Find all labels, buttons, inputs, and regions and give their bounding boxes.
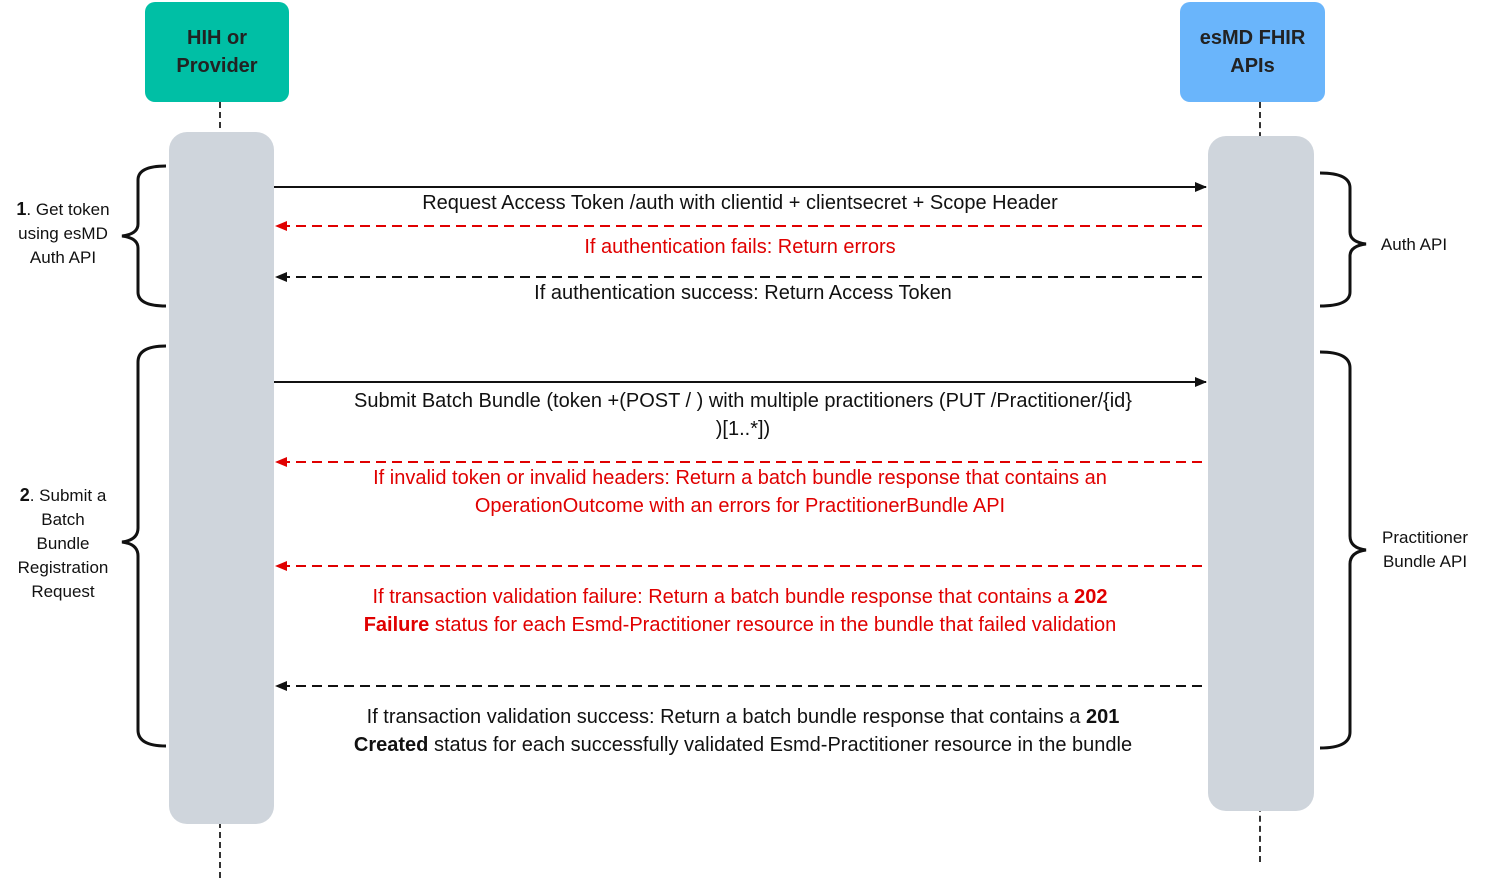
practitioner-api-line1: Practitioner (1382, 528, 1468, 547)
message-auth-fails: If authentication fails: Return errors (584, 236, 896, 258)
group-step1-label (2, 197, 124, 270)
step2-line3: Bundle (36, 534, 90, 553)
message-submit-bundle-line1: Submit Batch Bundle (token +(POST / ) with multiple practitioners (PUT /Practitioner/{id} (354, 390, 1132, 412)
brace-practitioner-api (1320, 352, 1366, 748)
step1-line3: Auth API (29, 248, 97, 267)
step2-line2: Batch (41, 510, 85, 529)
step1-line2: using esMD (18, 224, 108, 243)
step2-line1 (2, 483, 124, 508)
step1-number: 1 (16, 199, 27, 219)
message-validation-success-line2 (274, 731, 1212, 759)
message-validation-failure-line2 (274, 611, 1206, 639)
failure-line1-text: If transaction validation failure: Return a batch bundle response that contains a (372, 586, 1075, 608)
step2-number: 2 (19, 485, 30, 505)
step2-line1-text: . Submit a (29, 486, 107, 505)
success-line2-text: status for each successfully validated Esmd-Practitioner resource in the bundle (428, 734, 1133, 756)
message-validation-success (274, 703, 1212, 759)
message-request-token: Request Access Token /auth with clientid + clientsecret + Scope Header (422, 192, 1058, 214)
success-line1-text: If transaction validation success: Return a batch bundle response that contains a (366, 706, 1086, 728)
message-invalid-token-line1: If invalid token or invalid headers: Return a batch bundle response that contains an (373, 467, 1107, 489)
step1-line1-text: . Get token (26, 200, 110, 219)
practitioner-api-line2: Bundle API (1382, 552, 1468, 571)
message-validation-success-line1 (274, 703, 1212, 731)
failure-line2-text: status for each Esmd-Practitioner resource in the bundle that failed validation (429, 614, 1117, 636)
message-validation-failure-line1 (274, 583, 1206, 611)
failure-status: Failure (363, 614, 430, 636)
brace-step2 (122, 346, 166, 746)
success-status: Created (353, 734, 429, 756)
success-code: 201 (1085, 706, 1120, 728)
brace-step1 (122, 166, 166, 306)
message-submit-bundle-line2: )[1..*]) (715, 418, 771, 440)
participant-esmd-line2: APIs (1230, 55, 1275, 77)
message-validation-failure (274, 583, 1206, 639)
message-invalid-token-line2: OperationOutcome with an errors for PractitionerBundle API (474, 495, 1006, 517)
group-auth-api-label: Auth API (1380, 235, 1448, 254)
step1-line1 (2, 197, 124, 222)
group-practitioner-api-label (1362, 526, 1488, 574)
step2-line4: Registration (17, 558, 109, 577)
message-submit-bundle (274, 387, 1212, 443)
brace-auth-api (1320, 173, 1366, 306)
participant-provider-line1: HIH or (187, 27, 247, 49)
participant-provider-line2: Provider (176, 55, 258, 77)
group-step2-label (2, 483, 124, 604)
failure-code: 202 (1074, 586, 1108, 608)
message-auth-success: If authentication success: Return Access Token (534, 282, 952, 304)
participant-esmd-line1: esMD FHIR (1199, 27, 1306, 49)
message-invalid-token (274, 464, 1206, 520)
step2-line5: Request (31, 582, 95, 601)
